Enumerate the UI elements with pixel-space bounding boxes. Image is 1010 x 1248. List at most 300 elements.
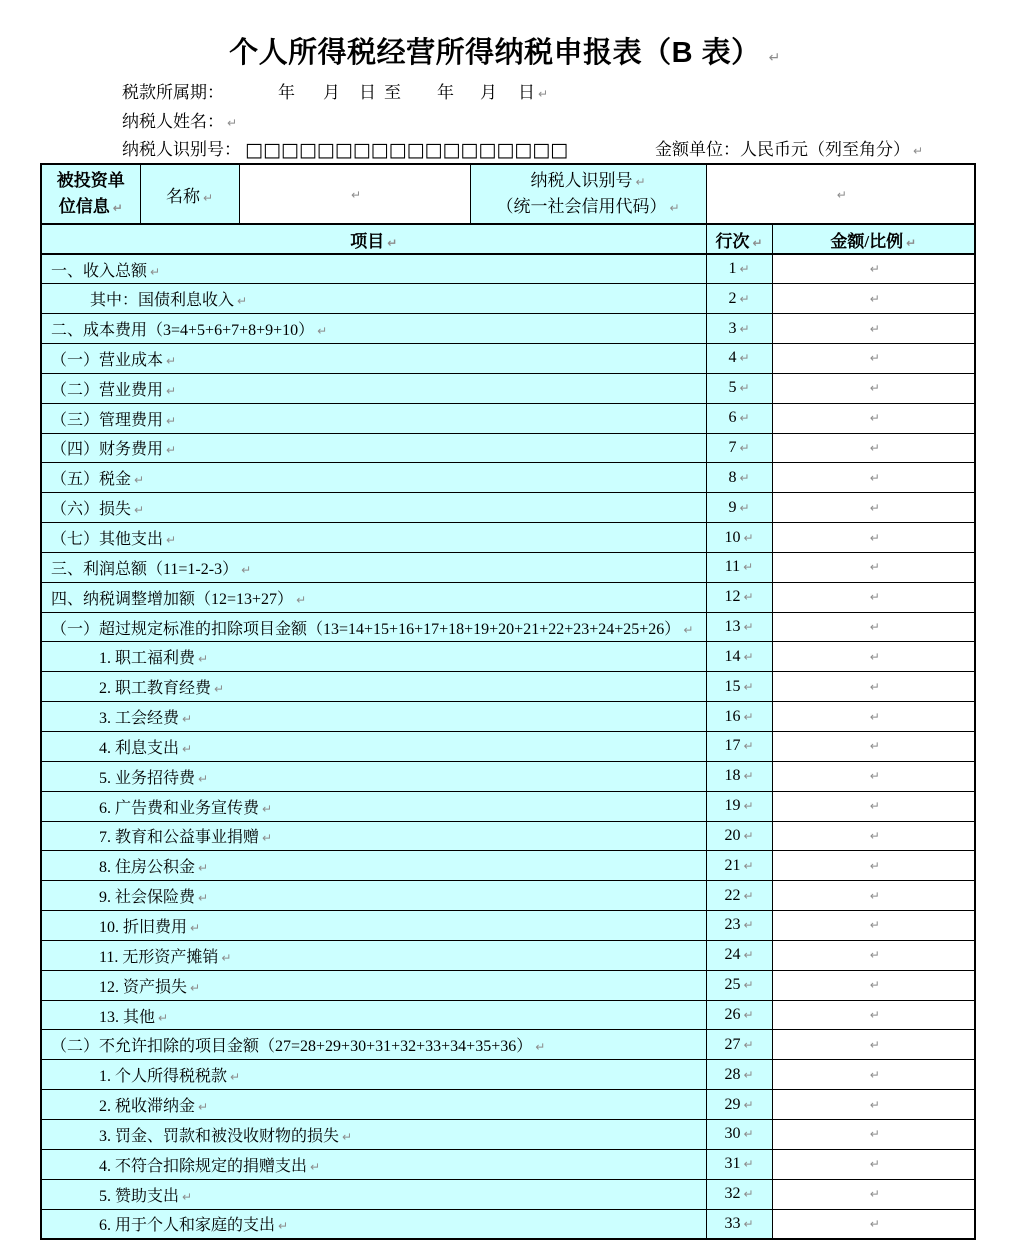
- table-row: [41, 791, 975, 821]
- line-number-cell: [706, 1179, 772, 1209]
- item-label: 6. 用于个人和家庭的支出: [99, 1217, 276, 1235]
- line-number: 10: [724, 528, 741, 546]
- item-label-cell: [41, 732, 706, 762]
- item-label: （四）财务费用: [51, 441, 164, 459]
- paragraph-mark-icon: ↵: [869, 500, 880, 515]
- item-label-cell: [41, 881, 706, 911]
- paragraph-mark-icon: ↵: [869, 291, 880, 306]
- paragraph-mark-icon: ↵: [869, 858, 880, 873]
- item-label: 2. 税收滞纳金: [99, 1098, 196, 1116]
- table-row: [41, 1179, 975, 1209]
- table-row: [41, 732, 975, 762]
- investee-name-value-cell[interactable]: [239, 164, 470, 224]
- line-number-cell: [706, 1060, 772, 1090]
- paragraph-mark-icon: ↵: [869, 321, 880, 336]
- paragraph-mark-icon: ↵: [535, 1040, 546, 1055]
- taxpayer-id-label-line1: 纳税人识别号 ↵: [530, 170, 646, 190]
- item-label: 6. 广告费和业务宣传费: [99, 799, 260, 817]
- paragraph-mark-icon: ↵: [317, 324, 328, 339]
- line-number: 12: [724, 588, 741, 606]
- taxpayer-id-line: [122, 135, 568, 164]
- amount-value-cell[interactable]: [772, 1149, 975, 1179]
- line-number-cell: [706, 1000, 772, 1030]
- line-number: 24: [724, 946, 741, 964]
- amount-value-cell[interactable]: [772, 612, 975, 642]
- line-number: 22: [724, 886, 741, 904]
- item-label: 5. 业务招待费: [99, 769, 196, 787]
- item-label: 其中：国债利息收入: [90, 292, 235, 310]
- table-row: [41, 642, 975, 672]
- line-number-cell: [706, 1149, 772, 1179]
- line-number: 31: [724, 1155, 741, 1173]
- taxpayer-name-line: [122, 107, 568, 136]
- paragraph-mark-icon: ↵: [262, 801, 273, 816]
- paragraph-mark-icon: ↵: [743, 530, 754, 545]
- paragraph-mark-icon: ↵: [743, 560, 754, 575]
- table-row: [41, 881, 975, 911]
- item-label: 3. 工会经费: [99, 710, 180, 728]
- line-number-cell: [706, 881, 772, 911]
- paragraph-mark-icon: ↵: [869, 381, 880, 396]
- line-number-cell: [706, 702, 772, 732]
- paragraph-mark-icon: ↵: [743, 1127, 754, 1142]
- table-row: [41, 672, 975, 702]
- amount-value-cell[interactable]: [772, 702, 975, 732]
- paragraph-mark-icon: ↵: [669, 201, 680, 215]
- paragraph-mark-icon: ↵: [342, 1129, 353, 1144]
- line-number: 13: [724, 618, 741, 636]
- item-label: （二）不允许扣除的项目金额（27=28+29+30+31+32+33+34+35+36）: [51, 1038, 533, 1056]
- item-label: （二）营业费用: [51, 381, 164, 399]
- amount-value-cell[interactable]: [772, 403, 975, 433]
- amount-value-cell[interactable]: [772, 463, 975, 493]
- amount-value-cell[interactable]: [772, 1179, 975, 1209]
- paragraph-mark-icon: ↵: [869, 1067, 880, 1082]
- header-line-no-label: 行次: [715, 231, 750, 251]
- table-row: [41, 314, 975, 344]
- paragraph-mark-icon: ↵: [743, 948, 754, 963]
- item-label-cell: [41, 582, 706, 612]
- table-row: [41, 582, 975, 612]
- amount-value-cell[interactable]: [772, 1119, 975, 1149]
- paragraph-mark-icon: ↵: [913, 144, 924, 158]
- table-header-row: [41, 224, 975, 254]
- paragraph-mark-icon: ↵: [869, 888, 880, 903]
- line-number-cell: [706, 672, 772, 702]
- line-number-cell: [706, 1030, 772, 1060]
- item-label: 四、纳税调整增加额（12=13+27）: [51, 590, 294, 608]
- line-number-cell: [706, 612, 772, 642]
- paragraph-mark-icon: ↵: [166, 443, 177, 458]
- line-number-cell: [706, 403, 772, 433]
- paragraph-mark-icon: ↵: [198, 771, 209, 786]
- table-row: [41, 1209, 975, 1239]
- paragraph-mark-icon: ↵: [739, 500, 750, 515]
- page-title-text: 个人所得税经营所得纳税申报表（B 表）: [229, 37, 761, 69]
- line-number: 8: [728, 468, 737, 486]
- paragraph-mark-icon: ↵: [166, 413, 177, 428]
- line-number-cell: [706, 523, 772, 553]
- item-label-cell: [41, 254, 706, 284]
- table-row: [41, 1119, 975, 1149]
- line-number: 1: [728, 260, 737, 278]
- period-month-end: 月: [480, 83, 497, 102]
- item-label-cell: [41, 642, 706, 672]
- paragraph-mark-icon: ↵: [869, 918, 880, 933]
- paragraph-mark-icon: ↵: [869, 620, 880, 635]
- header-line-no-cell: [706, 224, 772, 254]
- table-row: [41, 702, 975, 732]
- table-row: [41, 612, 975, 642]
- amount-value-cell[interactable]: [772, 672, 975, 702]
- paragraph-mark-icon: ↵: [743, 1008, 754, 1023]
- amount-value-cell[interactable]: [772, 761, 975, 791]
- header-item-cell: [41, 224, 706, 254]
- paragraph-mark-icon: ↵: [869, 262, 880, 277]
- table-row: [41, 1090, 975, 1120]
- paragraph-mark-icon: ↵: [743, 918, 754, 933]
- line-number: 5: [728, 379, 737, 397]
- paragraph-mark-icon: ↵: [202, 190, 214, 205]
- paragraph-mark-icon: ↵: [182, 712, 193, 727]
- investee-name-label-cell: [140, 164, 239, 224]
- line-number-cell: [706, 493, 772, 523]
- paragraph-mark-icon: ↵: [350, 188, 362, 202]
- amount-value-cell[interactable]: [772, 314, 975, 344]
- item-label: 3. 罚金、罚款和被没收财物的损失: [99, 1127, 340, 1145]
- amount-value-cell[interactable]: [772, 791, 975, 821]
- paragraph-mark-icon: ↵: [739, 440, 750, 455]
- item-label: 5. 赞助支出: [99, 1187, 180, 1205]
- table-row: [41, 344, 975, 374]
- amount-value-cell[interactable]: [772, 821, 975, 851]
- line-number: 28: [724, 1065, 741, 1083]
- tax-period-line: [122, 78, 568, 107]
- amount-value-cell[interactable]: [772, 642, 975, 672]
- paragraph-mark-icon: ↵: [869, 1037, 880, 1052]
- paragraph-mark-icon: ↵: [310, 1159, 321, 1174]
- paragraph-mark-icon: ↵: [869, 978, 880, 993]
- table-row: [41, 821, 975, 851]
- paragraph-mark-icon: ↵: [869, 739, 880, 754]
- paragraph-mark-icon: ↵: [869, 1216, 880, 1231]
- line-number-cell: [706, 552, 772, 582]
- paragraph-mark-icon: ↵: [134, 473, 145, 488]
- paragraph-mark-icon: ↵: [743, 1037, 754, 1052]
- line-number-cell: [706, 851, 772, 881]
- amount-value-cell[interactable]: [772, 940, 975, 970]
- paragraph-mark-icon: ↵: [743, 888, 754, 903]
- paragraph-mark-icon: ↵: [166, 353, 177, 368]
- item-label-cell: [41, 314, 706, 344]
- item-label-cell: [41, 821, 706, 851]
- paragraph-mark-icon: ↵: [869, 1008, 880, 1023]
- investee-taxpayer-id-label-cell: [470, 164, 706, 224]
- item-label-cell: [41, 493, 706, 523]
- line-number-cell: [706, 642, 772, 672]
- amount-value-cell[interactable]: [772, 1090, 975, 1120]
- item-label-cell: [41, 1030, 706, 1060]
- period-day-end: 日: [518, 83, 535, 102]
- item-label-cell: [41, 702, 706, 732]
- paragraph-mark-icon: ↵: [227, 115, 238, 130]
- paragraph-mark-icon: ↵: [743, 769, 754, 784]
- item-label: 2. 职工教育经费: [99, 680, 212, 698]
- amount-value-cell[interactable]: [772, 1060, 975, 1090]
- item-label: 8. 住房公积金: [99, 859, 196, 877]
- line-number-cell: [706, 940, 772, 970]
- paragraph-mark-icon: ↵: [387, 235, 398, 250]
- line-number-cell: [706, 761, 772, 791]
- table-row: [41, 970, 975, 1000]
- paragraph-mark-icon: ↵: [190, 920, 201, 935]
- paragraph-mark-icon: ↵: [869, 679, 880, 694]
- item-label: 10. 折旧费用: [99, 918, 188, 936]
- form-meta: [122, 78, 568, 164]
- paragraph-mark-icon: ↵: [739, 470, 750, 485]
- line-number: 18: [724, 767, 741, 785]
- line-number: 21: [724, 856, 741, 874]
- paragraph-mark-icon: ↵: [869, 709, 880, 724]
- paragraph-mark-icon: ↵: [743, 1216, 754, 1231]
- line-number: 26: [724, 1006, 741, 1024]
- line-number-cell: [706, 582, 772, 612]
- item-label: 1. 个人所得税税款: [99, 1068, 228, 1086]
- investee-name-label: 名称: [165, 186, 200, 206]
- paragraph-mark-icon: ↵: [743, 709, 754, 724]
- item-label: （三）管理费用: [51, 411, 164, 429]
- item-label: 12. 资产损失: [99, 978, 188, 996]
- line-number-cell: [706, 911, 772, 941]
- paragraph-mark-icon: ↵: [869, 590, 880, 605]
- paragraph-mark-icon: ↵: [182, 741, 193, 756]
- line-number-cell: [706, 1090, 772, 1120]
- item-label: 13. 其他: [99, 1008, 156, 1026]
- item-label-cell: [41, 851, 706, 881]
- line-number: 25: [724, 976, 741, 994]
- page-title: [0, 30, 1010, 71]
- amount-value-cell[interactable]: [772, 433, 975, 463]
- paragraph-mark-icon: ↵: [739, 351, 750, 366]
- amount-unit-note: [655, 135, 923, 160]
- amount-value-cell[interactable]: [772, 493, 975, 523]
- line-number: 3: [728, 319, 737, 337]
- item-label-cell: [41, 552, 706, 582]
- line-number: 19: [724, 797, 741, 815]
- period-year-start: 年: [278, 83, 295, 102]
- table-row: [41, 463, 975, 493]
- item-label-cell: [41, 1119, 706, 1149]
- paragraph-mark-icon: ↵: [743, 679, 754, 694]
- amount-value-cell[interactable]: [772, 1030, 975, 1060]
- paragraph-mark-icon: ↵: [739, 381, 750, 396]
- table-row: [41, 284, 975, 314]
- item-label-cell: [41, 911, 706, 941]
- item-label: 1. 职工福利费: [99, 650, 196, 668]
- paragraph-mark-icon: ↵: [739, 321, 750, 336]
- item-label: 9. 社会保险费: [99, 889, 196, 907]
- item-label-cell: [41, 612, 706, 642]
- paragraph-mark-icon: ↵: [214, 682, 225, 697]
- item-label-cell: [41, 1000, 706, 1030]
- taxpayer-id-label: 纳税人识别号：: [122, 140, 241, 159]
- line-number-cell: [706, 970, 772, 1000]
- taxpayer-id-boxes[interactable]: □□□□□□□□□□□□□□□□□□: [245, 139, 569, 161]
- table-row: [41, 552, 975, 582]
- paragraph-mark-icon: ↵: [158, 1010, 169, 1025]
- line-number-cell: [706, 433, 772, 463]
- amount-value-cell[interactable]: [772, 911, 975, 941]
- tax-form-table: [40, 163, 976, 1240]
- period-to-label: 至: [384, 83, 401, 102]
- paragraph-mark-icon: ↵: [278, 1219, 289, 1234]
- amount-value-cell[interactable]: [772, 523, 975, 553]
- table-row: [41, 1000, 975, 1030]
- paragraph-mark-icon: ↵: [134, 503, 145, 518]
- investee-section-cell: [41, 164, 140, 224]
- header-item-label: 项目: [350, 231, 385, 251]
- paragraph-mark-icon: ↵: [869, 560, 880, 575]
- line-number: 30: [724, 1125, 741, 1143]
- paragraph-mark-icon: ↵: [869, 769, 880, 784]
- amount-value-cell[interactable]: [772, 1000, 975, 1030]
- item-label-cell: [41, 1060, 706, 1090]
- amount-value-cell[interactable]: [772, 344, 975, 374]
- paragraph-mark-icon: ↵: [743, 828, 754, 843]
- line-number-cell: [706, 344, 772, 374]
- paragraph-mark-icon: ↵: [743, 649, 754, 664]
- paragraph-mark-icon: ↵: [182, 1189, 193, 1204]
- line-number-cell: [706, 463, 772, 493]
- paragraph-mark-icon: ↵: [869, 649, 880, 664]
- table-row: [41, 911, 975, 941]
- line-number-cell: [706, 821, 772, 851]
- line-number: 2: [728, 289, 737, 307]
- paragraph-mark-icon: ↵: [743, 1097, 754, 1112]
- table-row: [41, 523, 975, 553]
- paragraph-mark-icon: ↵: [752, 235, 763, 250]
- table-row: [41, 761, 975, 791]
- table-row: [41, 1149, 975, 1179]
- item-label-cell: [41, 940, 706, 970]
- item-label-cell: [41, 463, 706, 493]
- line-number-cell: [706, 1209, 772, 1239]
- line-number: 23: [724, 916, 741, 934]
- amount-value-cell[interactable]: [772, 970, 975, 1000]
- amount-value-cell[interactable]: [772, 284, 975, 314]
- item-label-cell: [41, 791, 706, 821]
- line-number: 9: [728, 498, 737, 516]
- period-month-start: 月: [323, 83, 340, 102]
- item-label: 4. 不符合扣除规定的捐赠支出: [99, 1157, 308, 1175]
- paragraph-mark-icon: ↵: [906, 235, 917, 250]
- paragraph-mark-icon: ↵: [869, 799, 880, 814]
- paragraph-mark-icon: ↵: [869, 411, 880, 426]
- amount-value-cell[interactable]: [772, 1209, 975, 1239]
- amount-value-cell[interactable]: [772, 732, 975, 762]
- table-row: [41, 493, 975, 523]
- paragraph-mark-icon: ↵: [869, 351, 880, 366]
- line-number-cell: [706, 732, 772, 762]
- paragraph-mark-icon: ↵: [743, 590, 754, 605]
- item-label-cell: [41, 284, 706, 314]
- table-row: [41, 940, 975, 970]
- paragraph-mark-icon: ↵: [743, 799, 754, 814]
- line-number-cell: [706, 791, 772, 821]
- paragraph-mark-icon: ↵: [743, 978, 754, 993]
- paragraph-mark-icon: ↵: [221, 950, 232, 965]
- paragraph-mark-icon: ↵: [869, 530, 880, 545]
- item-label-cell: [41, 761, 706, 791]
- paragraph-mark-icon: ↵: [198, 652, 209, 667]
- header-amount-cell: [772, 224, 975, 254]
- investee-section-label: 被投资单位信息: [56, 170, 125, 216]
- line-number: 27: [724, 1035, 741, 1053]
- paragraph-mark-icon: ↵: [869, 440, 880, 455]
- amount-value-cell[interactable]: [772, 582, 975, 612]
- line-number-cell: [706, 254, 772, 284]
- line-number: 6: [728, 409, 737, 427]
- item-label: （六）损失: [51, 501, 132, 519]
- amount-value-cell[interactable]: [772, 254, 975, 284]
- paragraph-mark-icon: ↵: [869, 1187, 880, 1202]
- amount-value-cell[interactable]: [772, 373, 975, 403]
- item-label-cell: [41, 523, 706, 553]
- paragraph-mark-icon: ↵: [241, 562, 252, 577]
- paragraph-mark-icon: ↵: [743, 1067, 754, 1082]
- paragraph-mark-icon: ↵: [743, 1187, 754, 1202]
- table-row: [41, 433, 975, 463]
- paragraph-mark-icon: ↵: [635, 174, 646, 189]
- item-label-cell: [41, 433, 706, 463]
- paragraph-mark-icon: ↵: [538, 87, 549, 101]
- line-number: 11: [724, 558, 741, 576]
- line-number: 17: [724, 737, 741, 755]
- item-label: （一）营业成本: [51, 351, 164, 369]
- taxpayer-name-label: 纳税人姓名：: [122, 111, 224, 131]
- item-label: （七）其他支出: [51, 531, 164, 549]
- investee-taxpayer-id-value-cell[interactable]: [706, 164, 975, 224]
- table-row: [41, 373, 975, 403]
- taxpayer-id-label-line2: （统一社会信用代码） ↵: [496, 197, 680, 216]
- line-number-cell: [706, 1119, 772, 1149]
- amount-value-cell[interactable]: [772, 851, 975, 881]
- amount-value-cell[interactable]: [772, 881, 975, 911]
- line-number-cell: [706, 314, 772, 344]
- paragraph-mark-icon: ↵: [190, 980, 201, 995]
- table-row: [41, 1030, 975, 1060]
- item-label-cell: [41, 373, 706, 403]
- amount-value-cell[interactable]: [772, 552, 975, 582]
- line-number: 32: [724, 1185, 741, 1203]
- item-label: 一、收入总额: [51, 262, 148, 280]
- paragraph-mark-icon: ↵: [739, 411, 750, 426]
- amount-unit-text: 金额单位：人民币元（列至角分）: [655, 140, 910, 159]
- table-row: [41, 851, 975, 881]
- paragraph-mark-icon: ↵: [683, 622, 694, 637]
- table-row: [41, 1060, 975, 1090]
- item-label-cell: [41, 1149, 706, 1179]
- paragraph-mark-icon: ↵: [198, 1100, 209, 1115]
- paragraph-mark-icon: ↵: [869, 1097, 880, 1112]
- paragraph-mark-icon: ↵: [296, 592, 307, 607]
- item-label-cell: [41, 403, 706, 433]
- item-label: （五）税金: [51, 471, 132, 489]
- paragraph-mark-icon: ↵: [198, 861, 209, 876]
- paragraph-mark-icon: ↵: [743, 1157, 754, 1172]
- line-number: 14: [724, 647, 741, 665]
- paragraph-mark-icon: ↵: [230, 1070, 241, 1085]
